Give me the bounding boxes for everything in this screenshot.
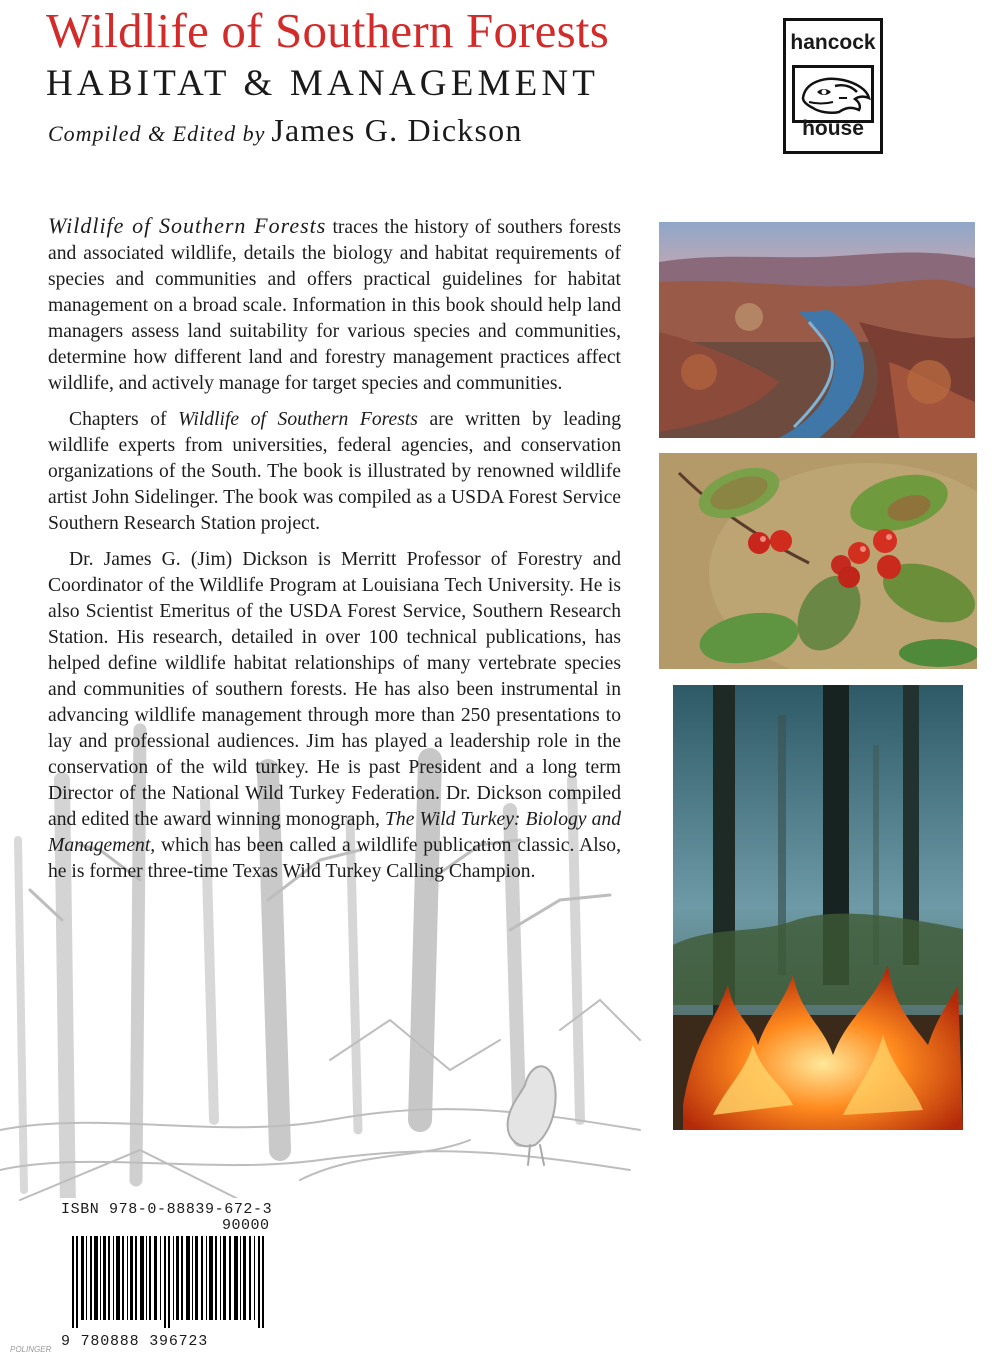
- byline-prefix: Compiled & Edited by: [48, 121, 266, 146]
- chapters-text-start: Chapters of: [69, 409, 179, 430]
- intro-text: traces the history of southers forests and associated wildlife, details the biology and habitat requirements of species and communities and offers practical guidelines for habitat management on a broad scale. Information in this book should help land managers assess land suitability for various species and communities, determine how different land and forestry management practices affect wildlife, and actively manage for target species and communities.: [48, 217, 621, 394]
- bio-text: Dr. James G. (Jim) Dickson is Merritt Professor of Forestry and Coordinator of the Wildlife Program at Louisiana Tech University. He is also Scientist Emeritus of the USDA Forest Service, Southern Research Station. His research, detailed in over 100 technical publications, has helped define wildlife habitat relationships of many vertebrate species and communities of southern forests. He has also been instrumental in advancing wildlife management through more than 250 presentations to lay and professional audiences. Jim has played a leadership role in the conservation of the wild turkey. He is past President and a long term Director of the National Wild Turkey Federation. Dr. Dickson compiled and edited the award winning monograph,: [48, 549, 621, 830]
- intro-book-title: Wildlife of Southern Forests: [48, 213, 327, 238]
- book-subtitle: HABITAT & MANAGEMENT: [46, 63, 600, 104]
- berries-photo: [659, 453, 977, 669]
- publisher-name-top: hancock: [790, 31, 876, 54]
- isbn-text: ISBN 978-0-88839-672-3: [61, 1201, 273, 1218]
- monograph-title: The Wild Turkey: Biology and Management,: [48, 809, 621, 856]
- book-title: Wildlife of Southern Forests: [46, 3, 609, 58]
- river-valley-photo: [659, 222, 975, 438]
- chapters-text: are written by leading wildlife experts from universities, federal agencies, and conservation organizations of the South. The book is illustrated by renowned wildlife artist John Sidelinger. The book was compiled as a USDA Forest Service Southern Research Station project.: [48, 409, 621, 534]
- barcode-number: 9 780888 396723: [61, 1333, 209, 1350]
- price-code: 90000: [222, 1217, 270, 1234]
- paragraph-author-bio: [48, 547, 621, 885]
- isbn-barcode: [58, 1198, 290, 1354]
- description-text: [48, 213, 621, 895]
- eagle-head-icon: [792, 65, 874, 123]
- chapters-book-title: Wildlife of Southern Forests: [178, 409, 418, 430]
- byline: [48, 112, 523, 149]
- paragraph-intro: [48, 213, 621, 397]
- paragraph-chapters: [48, 407, 621, 537]
- barcode-bars: [72, 1236, 282, 1328]
- bio-text-end: which has been called a wildlife publication classic. Also, he is former three-time Texas Wild Turkey Calling Champion.: [48, 835, 621, 882]
- forest-fire-photo: [673, 685, 963, 1130]
- artist-signature: POLINGER: [10, 1345, 52, 1354]
- publisher-logo: [783, 18, 883, 154]
- publisher-name-bottom: house: [802, 117, 864, 140]
- author-name: James G. Dickson: [271, 112, 523, 148]
